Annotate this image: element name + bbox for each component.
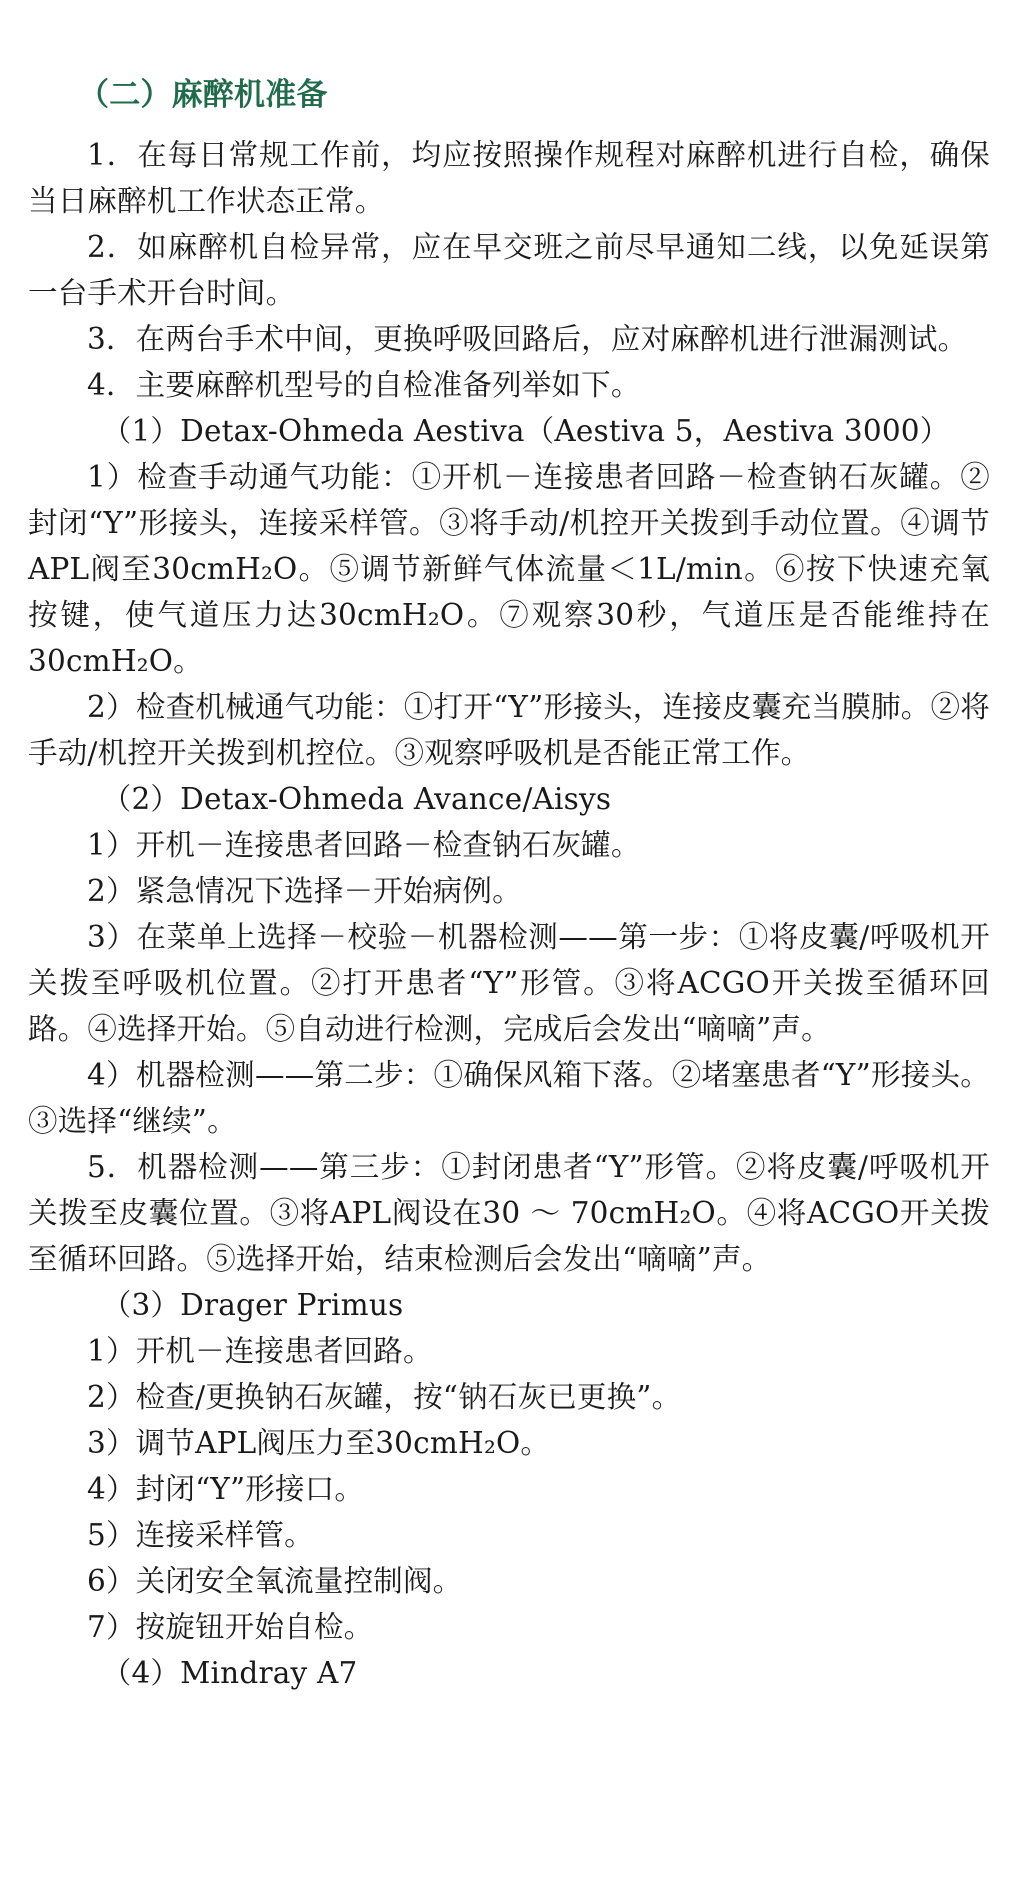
paragraph-avance-4: 4）机器检测——第二步：①确保风箱下落。②堵塞患者“Y”形接头。③选择“继续”。 [28,1058,990,1138]
subheading-avance: （2）Detax-Ohmeda Avance/Aisys [101,782,612,816]
paragraph-primus-3: 3）调节APL阀压力至30cmH₂O。 [87,1426,551,1460]
paragraph-3: 3．在两台手术中间，更换呼吸回路后，应对麻醉机进行泄漏测试。 [87,322,968,356]
section-body [28,132,990,1696]
paragraph-primus-1: 1）开机－连接患者回路。 [87,1334,433,1368]
paragraph-primus-7: 7）按旋钮开始自检。 [87,1610,374,1644]
paragraph-primus-5: 5）连接采样管。 [87,1518,314,1552]
paragraph-2: 2．如麻醉机自检异常，应在早交班之前尽早通知二线，以免延误第一台手术开台时间。 [28,230,990,310]
paragraph-avance-3: 3）在菜单上选择－校验－机器检测——第一步：①将皮囊/呼吸机开关拨至呼吸机位置。②打开患者“Y”形管。③将ACGO开关拨至循环回路。④选择开始。⑤自动进行检测，完成后会发出“嘀嘀”声。 [28,920,990,1046]
paragraph-avance-2: 2）紧急情况下选择－开始病例。 [87,874,522,908]
paragraph-aestiva-manual: 1）检查手动通气功能：①开机－连接患者回路－检查钠石灰罐。②封闭“Y”形接头，连接采样管。③将手动/机控开关拨到手动位置。④调节APL阀至30cmH₂O。⑤调节新鲜气体流量＜1L/min。⑥按下快速充氧按键，使气道压力达30cmH₂O。⑦观察30秒，气道压是否能维持在30cmH₂O。 [28,460,990,678]
paragraph-1: 1．在每日常规工作前，均应按照操作规程对麻醉机进行自检，确保当日麻醉机工作状态正常。 [28,138,990,218]
section-heading: （二）麻醉机准备 [78,77,328,113]
paragraph-primus-2: 2）检查/更换钠石灰罐，按“钠石灰已更换”。 [87,1380,682,1414]
paragraph-avance-1: 1）开机－连接患者回路－检查钠石灰罐。 [87,828,641,862]
paragraph-primus-4: 4）封闭“Y”形接口。 [87,1472,365,1506]
paragraph-4: 4．主要麻醉机型号的自检准备列举如下。 [87,368,641,402]
subheading-primus: （3）Drager Primus [101,1288,404,1322]
paragraph-aestiva-mechanical: 2）检查机械通气功能：①打开“Y”形接头，连接皮囊充当膜肺。②将手动/机控开关拨到机控位。③观察呼吸机是否能正常工作。 [28,690,990,770]
paragraph-avance-5: 5．机器检测——第三步：①封闭患者“Y”形管。②将皮囊/呼吸机开关拨至皮囊位置。③将APL阀设在30 ～ 70cmH₂O。④将ACGO开关拨至循环回路。⑤选择开始，结束检测后会发出“嘀嘀”声。 [28,1150,990,1276]
subheading-mindray: （4）Mindray A7 [101,1656,358,1690]
paragraph-primus-6: 6）关闭安全氧流量控制阀。 [87,1564,463,1598]
subheading-aestiva: （1）Detax-Ohmeda Aestiva（Aestiva 5，Aestiva 3000） [101,414,950,448]
